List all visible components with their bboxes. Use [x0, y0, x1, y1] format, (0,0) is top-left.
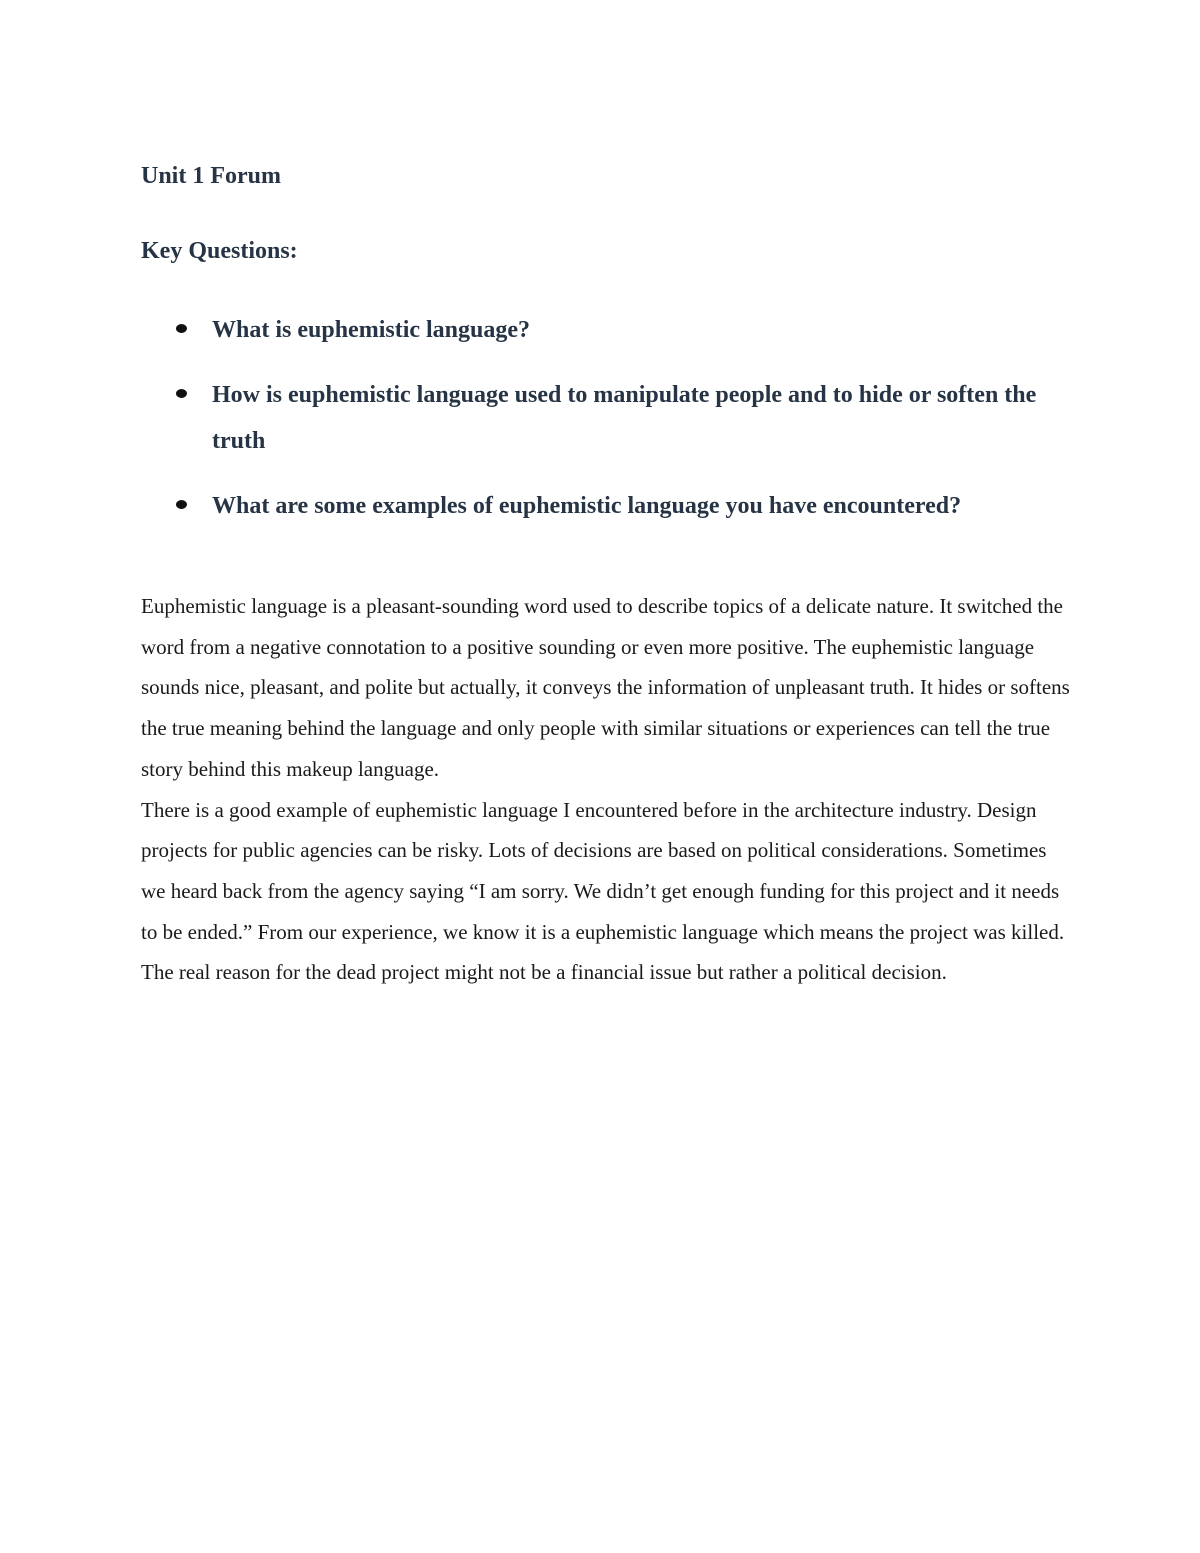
answer-paragraph: There is a good example of euphemistic language I encountered before in the architecture industry. Design projects for public agencies can be risky. Lots of decisions are based on political considerations. Sometimes we heard back from the agency saying “I am sorry. We didn’t get enough funding for this project and it needs to be ended.” From our experience, we know it is a euphemistic language which means the project was killed. The real reason for the dead project might not be a financial issue but rather a political decision. — [141, 797, 1065, 985]
list-item — [141, 372, 1071, 464]
question-text: What is euphemistic language? — [212, 317, 531, 343]
list-item — [141, 483, 1071, 529]
document-content — [141, 157, 1071, 993]
question-text: What are some examples of euphemistic language you have encountered? — [212, 493, 962, 519]
answer-body — [141, 586, 1071, 993]
bullet-icon — [176, 389, 187, 398]
question-text: How is euphemistic language used to manipulate people and to hide or soften the truth — [212, 382, 1037, 454]
list-item — [141, 307, 1071, 353]
answer-paragraph: Euphemistic language is a pleasant-sounding word used to describe topics of a delicate nature. It switched the word from a negative connotation to a positive sounding or even more positive. The euphemistic language sounds nice, pleasant, and polite but actually, it conveys the information of unpleasant truth. It hides or softens the true meaning behind the language and only people with similar situations or experiences can tell the true story behind this makeup language. — [141, 594, 1070, 781]
document-title: Unit 1 Forum — [141, 163, 281, 189]
bullet-icon — [176, 500, 187, 509]
key-questions-list — [141, 307, 1071, 529]
bullet-icon — [176, 324, 187, 333]
key-questions-heading: Key Questions: — [141, 238, 298, 264]
